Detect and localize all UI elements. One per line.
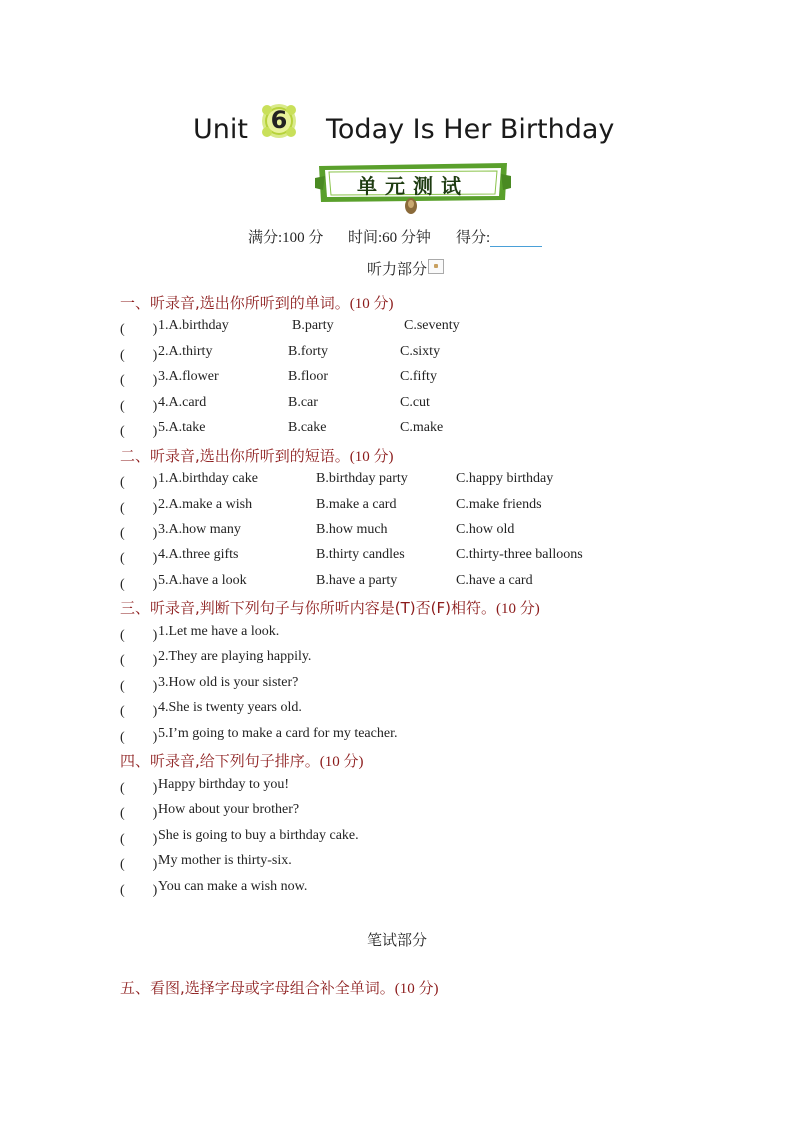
sentence: 5.I’m going to make a card for my teacher. bbox=[158, 726, 398, 741]
section-3-title bbox=[120, 597, 540, 618]
unit-title bbox=[0, 100, 794, 160]
answer-blank[interactable]: ( ) bbox=[120, 679, 158, 694]
answer-blank[interactable]: ( ) bbox=[120, 730, 158, 745]
answer-blank[interactable]: ( ) bbox=[120, 704, 158, 719]
time-limit: 时间:60 分钟 bbox=[348, 230, 431, 246]
option-c: C.fifty bbox=[400, 369, 437, 384]
section-2-title bbox=[120, 445, 394, 466]
sentence: 2.They are playing happily. bbox=[158, 649, 312, 664]
section-1-title bbox=[120, 292, 394, 313]
answer-blank[interactable]: ( ) bbox=[120, 628, 158, 643]
option-a: 3.A.flower bbox=[158, 369, 219, 384]
option-a: 2.A.make a wish bbox=[158, 497, 253, 512]
banner-text: 单元测试 bbox=[357, 174, 469, 198]
sentence: 4.She is twenty years old. bbox=[158, 700, 302, 715]
answer-blank[interactable]: ( ) bbox=[120, 373, 158, 388]
sentence: You can make a wish now. bbox=[158, 879, 308, 894]
option-c: C.thirty-three balloons bbox=[456, 547, 583, 562]
option-b: B.floor bbox=[288, 369, 329, 384]
answer-blank[interactable]: ( ) bbox=[120, 475, 158, 490]
sentence: My mother is thirty-six. bbox=[158, 853, 292, 868]
option-b: B.make a card bbox=[316, 497, 397, 512]
section-4-title bbox=[120, 750, 364, 771]
option-b: B.how much bbox=[316, 522, 388, 537]
section-4-heading: 四、听录音,给下列句子排序。 bbox=[120, 752, 320, 770]
option-b: B.car bbox=[288, 395, 318, 410]
option-c: C.make friends bbox=[456, 497, 542, 512]
unit-name: Today Is Her Birthday bbox=[326, 114, 615, 145]
section-3-points: (10 分) bbox=[495, 601, 540, 617]
option-a: 1.A.birthday cake bbox=[158, 471, 258, 486]
option-c: C.how old bbox=[456, 522, 515, 537]
option-a: 5.A.take bbox=[158, 420, 206, 435]
section-3-heading: 三、听录音,判断下列句子与你所听内容是(T)否(F)相符。 bbox=[120, 599, 496, 617]
option-a: 2.A.thirty bbox=[158, 344, 213, 359]
writing-part-label bbox=[0, 929, 794, 950]
answer-blank[interactable]: ( ) bbox=[120, 399, 158, 414]
section-4-points: (10 分) bbox=[319, 754, 364, 770]
option-a: 3.A.how many bbox=[158, 522, 241, 537]
option-a: 4.A.card bbox=[158, 395, 207, 410]
sentence: Happy birthday to you! bbox=[158, 777, 290, 792]
unit-number: 6 bbox=[270, 106, 288, 134]
unit-number-badge bbox=[259, 102, 299, 140]
answer-blank[interactable]: ( ) bbox=[120, 526, 158, 541]
section-5-title bbox=[120, 977, 439, 998]
answer-blank[interactable]: ( ) bbox=[120, 501, 158, 516]
option-a: 5.A.have a look bbox=[158, 573, 247, 588]
option-b: B.birthday party bbox=[316, 471, 408, 486]
unit-test-banner bbox=[315, 160, 511, 216]
sentence: 3.How old is your sister? bbox=[158, 675, 299, 690]
listening-part-label bbox=[0, 258, 794, 279]
option-c: C.cut bbox=[400, 395, 430, 410]
answer-blank[interactable]: ( ) bbox=[120, 653, 158, 668]
section-2-points: (10 分) bbox=[349, 449, 394, 465]
option-c: C.sixty bbox=[400, 344, 441, 359]
score-blank[interactable] bbox=[490, 232, 542, 247]
option-c: C.happy birthday bbox=[456, 471, 554, 486]
section-1-points: (10 分) bbox=[349, 296, 394, 312]
full-score: 满分:100 分 bbox=[248, 230, 324, 246]
answer-blank[interactable]: ( ) bbox=[120, 551, 158, 566]
sentence: She is going to buy a birthday cake. bbox=[158, 828, 359, 843]
section-1-heading: 一、听录音,选出你所听到的单词。 bbox=[120, 294, 350, 312]
answer-blank[interactable]: ( ) bbox=[120, 348, 158, 363]
audio-speaker-icon[interactable] bbox=[428, 259, 444, 274]
unit-word: Unit bbox=[193, 114, 248, 145]
answer-blank[interactable]: ( ) bbox=[120, 883, 158, 898]
option-c: C.make bbox=[400, 420, 444, 435]
sentence: How about your brother? bbox=[158, 802, 300, 817]
option-b: B.forty bbox=[288, 344, 329, 359]
sentence: 1.Let me have a look. bbox=[158, 624, 280, 639]
option-b: B.thirty candles bbox=[316, 547, 405, 562]
option-b: B.have a party bbox=[316, 573, 398, 588]
answer-blank[interactable]: ( ) bbox=[120, 424, 158, 439]
option-c: C.seventy bbox=[404, 318, 460, 333]
section-5-points: (10 分) bbox=[394, 981, 439, 997]
option-a: 4.A.three gifts bbox=[158, 547, 239, 562]
option-c: C.have a card bbox=[456, 573, 533, 588]
answer-blank[interactable]: ( ) bbox=[120, 577, 158, 592]
listening-part-text: 听力部分 bbox=[366, 262, 427, 278]
answer-blank[interactable]: ( ) bbox=[120, 806, 158, 821]
score-text: 得分: bbox=[456, 230, 491, 246]
answer-blank[interactable]: ( ) bbox=[120, 781, 158, 796]
answer-blank[interactable]: ( ) bbox=[120, 322, 158, 337]
score-label bbox=[456, 226, 542, 247]
writing-part-text: 笔试部分 bbox=[366, 933, 427, 949]
section-2-heading: 二、听录音,选出你所听到的短语。 bbox=[120, 447, 350, 465]
option-b: B.cake bbox=[288, 420, 327, 435]
section-5-heading: 五、看图,选择字母或字母组合补全单词。 bbox=[120, 979, 395, 997]
option-b: B.party bbox=[292, 318, 334, 333]
option-a: 1.A.birthday bbox=[158, 318, 229, 333]
answer-blank[interactable]: ( ) bbox=[120, 832, 158, 847]
answer-blank[interactable]: ( ) bbox=[120, 857, 158, 872]
